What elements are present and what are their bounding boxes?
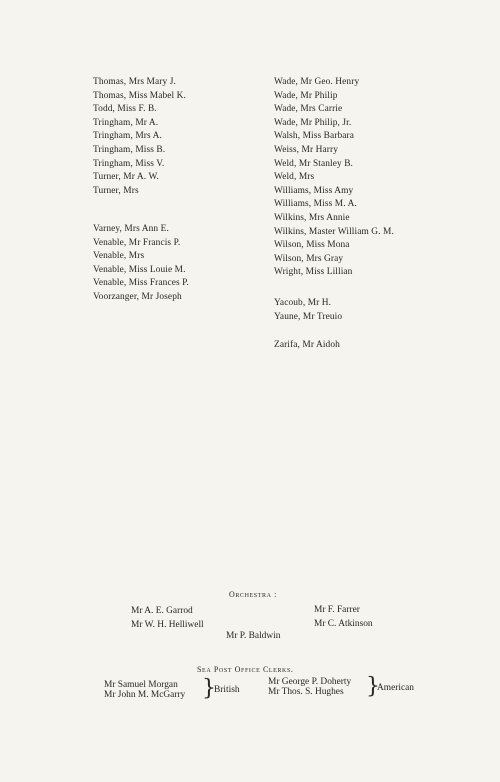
list-item: Wilkins, Master William G. M. <box>274 226 394 237</box>
list-item: Williams, Miss M. A. <box>274 199 357 210</box>
list-item: Wade, Mrs Carrie <box>274 104 343 115</box>
list-item: Weiss, Mr Harry <box>274 144 339 155</box>
sea-post-heading: Sea Post Office Clerks. <box>197 665 294 674</box>
list-item: Wright, Miss Lillian <box>274 267 353 278</box>
passenger-list-y <box>274 297 342 324</box>
list-item: Varney, Mrs Ann E. <box>93 224 169 234</box>
passenger-list-v <box>93 223 189 305</box>
orchestra-heading: Orchestra : <box>229 590 277 599</box>
clerk-name: Mr Samuel Morgan <box>104 680 178 690</box>
list-item: Tringham, Mrs A. <box>93 131 162 142</box>
american-label: American <box>377 683 414 693</box>
british-label: British <box>214 685 240 695</box>
list-item: Yaune, Mr Treuio <box>274 311 343 322</box>
orchestra-member: Mr W. H. Helliwell <box>131 620 204 630</box>
list-item: Wilson, Miss Mona <box>274 240 350 251</box>
list-item: Thomas, Miss Mabel K. <box>93 90 186 101</box>
clerk-name: Mr Thos. S. Hughes <box>268 687 344 697</box>
right-brace-icon: } <box>366 674 380 699</box>
list-item: Wilkins, Mrs Annie <box>274 212 350 223</box>
list-item: Venable, Miss Louie M. <box>93 264 186 275</box>
list-item: Wade, Mr Philip, Jr. <box>274 117 352 128</box>
list-item: Yacoub, Mr H. <box>274 298 332 308</box>
list-item: Tringham, Mr A. <box>93 117 159 128</box>
list-item: Weld, Mr Stanley B. <box>274 158 353 169</box>
passenger-list-z <box>274 339 340 353</box>
list-item: Tringham, Miss V. <box>93 158 165 169</box>
orchestra-member: Mr A. E. Garrod <box>131 606 193 616</box>
list-item: Venable, Miss Frances P. <box>93 278 189 289</box>
list-item: Zarifa, Mr Aidoh <box>274 340 340 350</box>
list-item: Todd, Miss F. B. <box>93 104 157 115</box>
passenger-list-t <box>93 76 186 198</box>
orchestra-member: Mr C. Atkinson <box>314 619 373 629</box>
list-item: Venable, Mr Francis P. <box>93 237 181 248</box>
orchestra-member: Mr F. Farrer <box>314 605 360 615</box>
clerk-name: Mr John M. McGarry <box>104 690 186 700</box>
right-brace-icon: } <box>202 676 216 701</box>
list-item: Weld, Mrs <box>274 172 315 183</box>
list-item: Walsh, Miss Barbara <box>274 131 355 142</box>
list-item: Turner, Mrs <box>93 185 139 196</box>
list-item: Turner, Mr A. W. <box>93 172 159 183</box>
list-item: Williams, Miss Amy <box>274 185 354 196</box>
list-item: Wilson, Mrs Gray <box>274 253 344 264</box>
list-item: Tringham, Miss B. <box>93 144 166 155</box>
passenger-list-w <box>274 76 394 280</box>
orchestra-member: Mr P. Baldwin <box>226 631 281 641</box>
british-clerks <box>104 680 185 700</box>
list-item: Thomas, Mrs Mary J. <box>93 77 176 87</box>
list-item: Wade, Mr Geo. Henry <box>274 77 360 87</box>
list-item: Venable, Mrs <box>93 251 145 262</box>
list-item: Voorzanger, Mr Joseph <box>93 291 182 302</box>
american-clerks <box>268 677 351 697</box>
list-item: Wade, Mr Philip <box>274 90 338 101</box>
clerk-name: Mr George P. Doherty <box>268 677 352 687</box>
